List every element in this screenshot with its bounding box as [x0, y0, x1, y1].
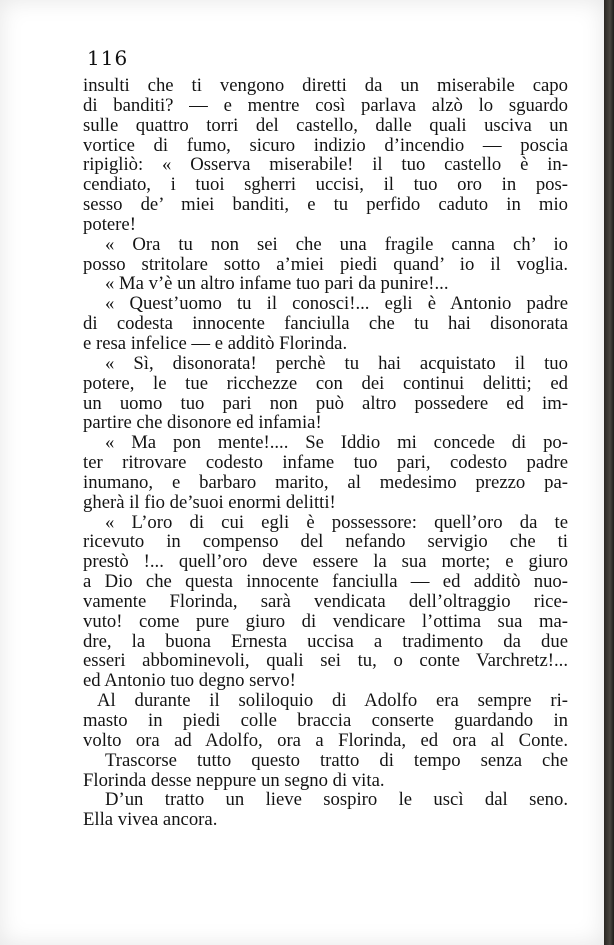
text-line: gherà il fio de’suoi enormi delitti! — [83, 491, 336, 513]
text-line: « Quest’uomo tu il conosci!... egli è Antonio padre — [105, 293, 568, 315]
text-line: ed Antonio tuo degno servo! — [83, 670, 296, 692]
text-line: dre, la buona Ernesta uccisa a tradimento da due — [83, 630, 568, 652]
text-line: cendiato, i tuoi sgherri uccisi, il tuo oro in pos- — [83, 174, 568, 196]
text-line: volto ora ad Adolfo, ora a Florinda, ed ora al Conte. — [83, 729, 568, 751]
text-line: sulle quattro torri del castello, dalle quali usciva un — [83, 114, 568, 136]
text-line: D’un tratto un lieve sospiro le uscì dal seno. — [105, 789, 568, 811]
text-line: a Dio che questa innocente fanciulla — ed additò nuo- — [83, 571, 568, 593]
text-line: inumano, e barbaro marito, al medesimo prezzo pa- — [83, 471, 568, 493]
text-line: un uomo tuo pari non può altro possedere ed im- — [83, 392, 568, 414]
text-line: ripigliò: « Osserva miserabile! il tuo castello è in- — [83, 154, 568, 176]
text-line: posso stritolare sotto a’miei piedi quand’ io il voglia. — [83, 253, 568, 275]
text-line: « Ma v’è un altro infame tuo pari da punire!... — [105, 273, 449, 295]
text-line: ter ritrovare codesto infame tuo pari, codesto padre — [83, 452, 568, 474]
text-line: di banditi? — e mentre così parlava alzò lo sguardo — [83, 94, 568, 116]
text-line: Al durante il soliloquio di Adolfo era sempre ri- — [97, 690, 568, 712]
text-line: prestò !... quell’oro deve essere la sua morte; e giuro — [83, 551, 568, 573]
text-line: « Ora tu non sei che una fragile canna ch’ io — [105, 233, 568, 255]
text-line: Trascorse tutto questo tratto di tempo senza che — [105, 749, 568, 771]
text-line: vortice di fumo, sicuro indizio d’incendio — poscia — [83, 134, 568, 156]
text-line: vamente Florinda, sarà vendicata dell’oltraggio rice- — [83, 590, 568, 612]
body-text — [83, 76, 568, 830]
text-line: « L’oro di cui egli è possessore: quell’oro da te — [105, 511, 568, 533]
book-spine-edge — [604, 0, 614, 945]
text-line: ricevuto in compenso del nefando servigio che ti — [83, 531, 568, 553]
text-line: « Sì, disonorata! perchè tu hai acquistato il tuo — [105, 352, 568, 374]
text-line: « Ma pon mente!.... Se Iddio mi concede di po- — [105, 432, 568, 454]
text-line: masto in piedi colle braccia conserte guardando in — [83, 710, 568, 731]
text-line: di codesta innocente fanciulla che tu hai disonorata — [83, 313, 568, 335]
text-line: vuto! come pure giuro di vendicare l’ottima sua ma- — [83, 610, 568, 632]
text-line: esseri abbominevoli, quali sei tu, o conte Varchretz!... — [83, 650, 568, 672]
text-line: Ella vivea ancora. — [83, 809, 218, 831]
text-line: potere, le tue ricchezze con dei continui delitti; ed — [83, 372, 568, 394]
text-line: sesso de’ miei banditi, e tu perfido caduto in mio — [83, 194, 568, 216]
text-line: partire che disonore ed infamia! — [83, 412, 322, 434]
text-line: e resa infelice — e additò Florinda. — [83, 332, 348, 354]
text-line: insulti che ti vengono diretti da un miserabile capo — [83, 75, 568, 96]
text-line: potere! — [83, 213, 136, 235]
page-number: 116 — [87, 46, 129, 70]
text-line: Florinda desse neppure un segno di vita. — [83, 769, 385, 791]
